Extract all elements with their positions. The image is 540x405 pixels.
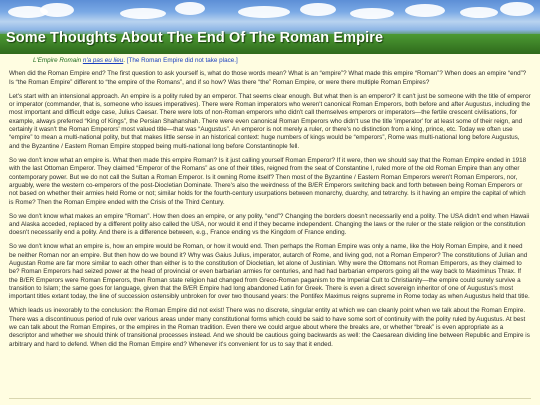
paragraph: So we don't know what an empire is, how an empire would be Roman, or how it would end. Then perhaps the Roman Empire was only a name, like the Holy Roman Empire, and it need be neither Roman nor an empire. But then how do we bound it? Why was Gaius Julius, imperator, autarch of Rome, and living god, not a Roman Emperor? The constitutions of Julian and Augustan Rome are far more similar to each other than either is to the constitution of Diocletian, let alone of Justinian. Why were the Ottomans not Roman Emperors, as they claimed to be? Roman Emperors had seized power at the head of provincial or even barbarian armies for centuries, and had had barbarian emperors going all the way back to Maximinus Thrax. If the B/ER Emperors were Roman Emperors, then Roman state religion had changed from Greco-Roman paganism to the Imperial Cult to Christianity—the empire could surely survive a transition to Islam; the same goes for language, given that the B/ER Empire had long abandoned Latin for Greek. There is even a direct sovereign inheritor of one of Augustus's most important titles extant today, the line of succession ostensibly unbroken for over two thousand years: the Pontifex Maximus reigns supreme in Rome today as when Augustus held that title. <box>9 243 530 301</box>
paragraph: Which leads us inexorably to the conclusion: the Roman Empire did not exist! There was no discrete, singular entity at which we can cleanly point when we talk about the Roman Empire. There was a discontinuous period of rule over various areas under many constitutional forms which could be said to have some sort of continuity with the polity ruled by Augustus. At best we can talk about the Roman Empires, or the empires in the Roman tradition. Even there we could argue about where the breaks are, or whether “break” is even appropriate as a descriptor and whether we should think of transitional processes instead. And we should be cautious going backwards as well: the Caesarean dividing line between Republic and Empire is arbitrary and hard to defend. When did the Roman Empire end? Whenever it's convenient for us to say that it ended. <box>9 307 530 348</box>
footer-divider <box>9 398 531 402</box>
cloud-decoration <box>40 3 74 17</box>
page-title: Some Thoughts About The End Of The Roman Empire <box>6 30 384 46</box>
cloud-decoration <box>500 2 534 16</box>
subtitle-translation: [The Roman Empire did not take place.] <box>126 57 238 64</box>
cloud-decoration <box>350 8 394 19</box>
cloud-decoration <box>175 2 205 15</box>
paragraph: So we don't know what an empire is. What then made this empire Roman? Is it just calling yourself Roman Emperor? If it were, then we should say that the Roman Empire ended in 1918 with the last Ottoman Emperor. They claimed “Emperor of the Romans” as one of their titles, reigned from the seat of Constantine I, ruled more of the old Roman Empire than any other contemporary power. But we do not call the Sultan a Roman Emperor. Is it owning Rome itself? Then most of the Byzantine / Eastern Roman Emperors weren't Roman Emperors, nor, arguably, were the western co-emperors of the post-Diocletian Dominate. There's also the weirdness of the B/ER Emperors switching back and forth between being Roman Emperors or not based on whether their armies held Rome or not; similar holds for the fourth-century usurpations between monarchy, duarchy, and tetrarchy. Is it having an empire the capital of which is Rome? Then the Roman Empire ended with the Crisis of the Third Century. <box>9 156 527 206</box>
cloud-decoration <box>300 3 336 16</box>
article-body <box>9 57 531 355</box>
paragraph: When did the Roman Empire end? The first question to ask yourself is, what do those words mean? What is an “empire”? What made this empire “Roman”? When does an empire “end”? Is “the Roman Empire” different to “the empire of the Romans”, and if so how? Was there “the” Roman Empire, or were there multiple Roman Empires? <box>9 70 527 86</box>
cloud-decoration <box>405 4 445 17</box>
paragraph: Let's start with an intensional approach. An empire is a polity ruled by an emperor. That seems clear enough. But what then is an emperor? It can't just be someone with the title of emperor or imperator (commander, that is, someone who issues imperatives). There were Roman imperators who weren't canonical Roman Emperors, both before and after Augustus, including the most important and difficult edge case, Julius Caesar. There were lots of non-Roman emperors who didn't call themselves emperors or imperators—the fertile crescent civilisations, for example, always preferred “King of Kings”, the Persian Shahanshah. There were even canonical Roman Emperors who didn't use the title 'imperator' for at least some of their reign, and certainly it wasn't the Roman Emperors' most valued title—that was “Augustus”. An emperor is not merely a ruler, or there's no distinction from a king, prince, etc. Today we often use “empire” to mean a multi-national polity, but that makes little sense in an historical context: huge numbers of kings would be “emperors”, Rome was multi-national long before Augustus, and the Byzantine / Eastern Roman Empire stopped being multi-national long before Constantinople fell. <box>9 92 531 150</box>
subtitle-link[interactable]: n'a pas eu lieu <box>82 57 124 64</box>
header-banner <box>0 0 540 54</box>
subtitle-suffix: . <box>123 57 126 64</box>
cloud-decoration <box>238 6 290 18</box>
paragraph: So we don't know what makes an empire “Roman”. How then does an empire, or any polity, “end”? Changing the borders doesn't necessarily end a polity. The USA didn't end when Hawaii and Alaska acceded, replaced by a different polity also called the USA, nor would it end if they became independent. Changing the laws or the ruler or the state religion or the constitution doesn't necessarily end a polity. And there is a difference between, e.g., France ending vs the Kingdom of France ending. <box>9 212 530 237</box>
subtitle <box>33 57 531 65</box>
subtitle-prefix: L'Empire Romain <box>33 57 82 64</box>
cloud-decoration <box>460 7 498 18</box>
cloud-decoration <box>120 8 166 19</box>
